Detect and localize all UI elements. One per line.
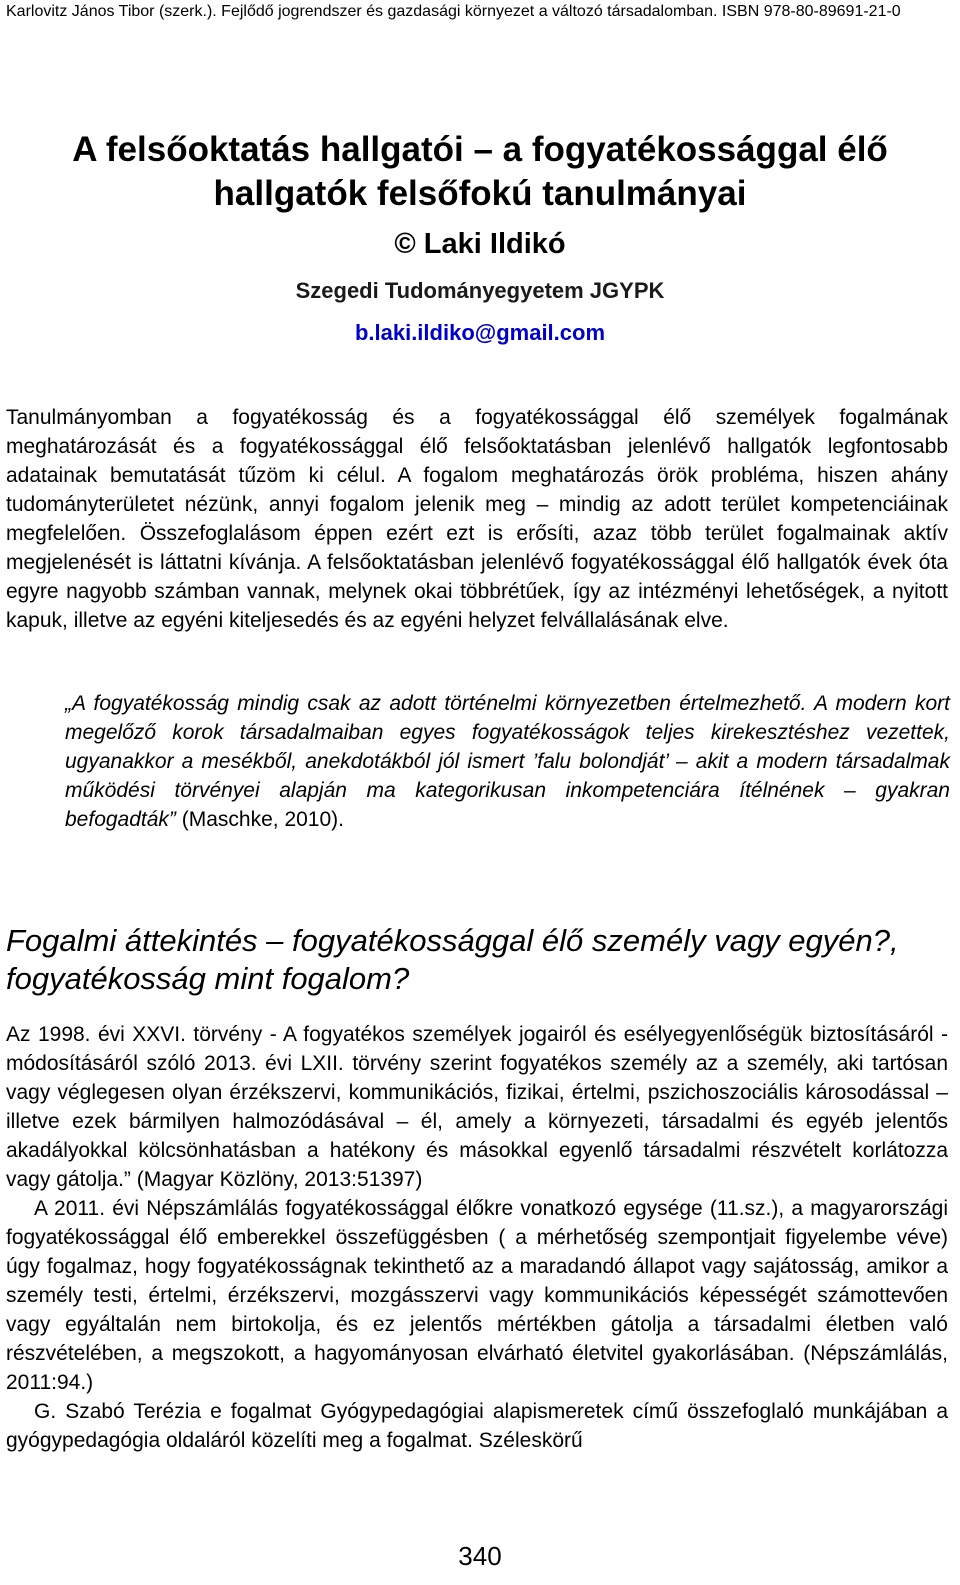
paragraph-szabo-definition: G. Szabó Terézia e fogalmat Gyógypedagógiai alapismeretek című összefoglaló munkájában a gyógypedagógia oldaláról közelíti meg a fogalmat. Széleskörű — [6, 1400, 948, 1452]
running-header: Karlovitz János Tibor (szerk.). Fejlődő jogrendszer és gazdasági környezet a változó társadalomban. ISBN 978-80-89691-21-0 — [6, 3, 901, 20]
section-body — [6, 1020, 948, 1455]
block-quote — [65, 689, 950, 834]
paragraph-law-definition: Az 1998. évi XXVI. törvény - A fogyatékos személyek jogairól és esélyegyenlőségük biztosításáról - módosításáról szóló 2013. évi LXII. törvény szerint fogyatékos személy az a személy, aki tartósan vagy véglegesen olyan érzékszervi, kommunikációs, fizikai, értelmi, pszichoszociális károsodással – illetve ezek bármilyen halmozódásával – él, amely a környezeti, társadalmi és egyéb jelentős akadályokkal kölcsönhatásban a hatékony és másokkal egyenlő társadalmi részvételt korlátozza vagy gátolja.” (Magyar Közlöny, 2013:51397) — [6, 1023, 948, 1191]
author-email[interactable]: b.laki.ildiko@gmail.com — [354, 320, 606, 345]
article-title: A felsőoktatás hallgatói – a fogyatékossággal élő hallgatók felsőfokú tanulmányai — [72, 130, 888, 213]
quote-text: „A fogyatékosság mindig csak az adott történelmi környezetben értelmezhető. A modern kort megelőző korok társadalmaiban egyes fogyatékosságok teljes kirekesztéshez vezettek, ugyanakkor a mesékből, anekdotákból jól ismert ’falu bolondját’ – akit a modern társadalmak működési törvényei alapján ma kategorikusan inkompetenciára ítélnének – gyakran befogadták” — [65, 692, 950, 831]
quote-citation: (Maschke, 2010). — [175, 808, 344, 831]
author-affiliation: Szegedi Tudományegyetem JGYPK — [295, 278, 665, 303]
page-number: 340 — [458, 1541, 502, 1571]
intro-paragraph: Tanulmányomban a fogyatékosság és a fogyatékossággal élő személyek fogalmának meghatározását és a fogyatékossággal élő felsőoktatásban jelenlévő hallgatók legfontosabb adatainak bemutatását tűzöm ki célul. A fogalom meghatározás örök probléma, hiszen ahány tudományterületet nézünk, annyi fogalom jelenik meg – mindig az adott terület kompetenciáinak megfelelően. Összefoglalásom éppen ezért ezt is erősíti, azaz több terület fogalmainak aktív megjelenését is láttatni kívánja. A felsőoktatásban jelenlévő fogyatékossággal élő hallgatók évek óta egyre nagyobb számban vannak, melynek okai többrétűek, így az intézményi lehetőségek, a nyitott kapuk, illetve az egyéni kiteljesedés és az egyéni helyzet felvállalásának elve. — [6, 406, 948, 632]
author-name: © Laki Ildikó — [394, 228, 566, 260]
section-heading: Fogalmi áttekintés – fogyatékossággal élő személy vagy egyén?, fogyatékosság mint fogalom? — [6, 923, 899, 996]
paragraph-census-definition: A 2011. évi Népszámlálás fogyatékossággal élőkre vonatkozó egysége (11.sz.), a magyarországi fogyatékossággal élő emberekkel összefüggésben ( a mérhetőség szempontjait figyelembe véve) úgy fogalmaz, hogy fogyatékosságnak tekinthető az a maradandó állapot vagy sajátosság, amikor a személy testi, értelmi, érzékszervi, mozgásszervi vagy kommunikációs képességét számottevően vagy egyáltalán nem birtokolja, és ez jelentős mértékben gátolja a társadalmi életben való részvételében, a megszokott, a hagyományosan elvárható életvitel gyakorlásában. (Népszámlálás, 2011:94.) — [6, 1197, 948, 1394]
